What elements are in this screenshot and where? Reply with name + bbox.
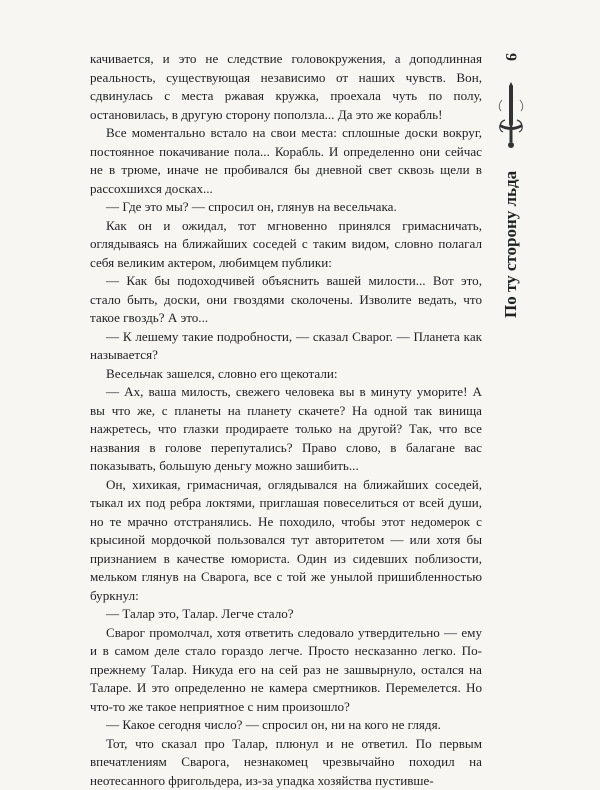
- paragraph: Он, хихикая, гримасничая, оглядывался на ближайших соседей, тыкал их под ребра локтями, приглашая повеселиться от всей души, но те мрачно отстранялись. Не походило, чтобы этот недомерок с крысиной мордочкой пользовался тут авторитетом — или хотя бы признанием в качестве юмориста. Один из сидевших поблизости, мельком глянув на Сварога, все с той же унылой пришибленностью буркнул:: [90, 476, 482, 606]
- paragraph: Как он и ожидал, тот мгновенно принялся гримасничать, оглядываясь на ближайших соседей с таким видом, словно полагал себя великим актером, любимцем публики:: [90, 217, 482, 273]
- paragraph: качивается, и это не следствие головокружения, а доподлинная реальность, существующая независимо от наших чувств. Вон, сдвинулась с места ржавая кружка, проехала чуть по полу, остановилась, в другую сторону поползла... Да это же корабль!: [90, 50, 482, 124]
- paragraph: — Как бы подоходчивей объяснить вашей милости... Вот это, стало быть, доски, они гвоздями сколочены. Изволите ведать, что такое гвоздь? А это...: [90, 272, 482, 328]
- paragraph: — Какое сегодня число? — спросил он, ни на кого не глядя.: [90, 716, 482, 735]
- paragraph: Тот, что сказал про Талар, плюнул и не ответил. По первым впечатлениям Сварога, незнакомец чрезвычайно походил на неотесанного фригольдера, из-за упадка хозяйства пустивше-: [90, 735, 482, 790]
- paragraph: Весельчак зашелся, словно его щекотали:: [90, 365, 482, 384]
- paragraph: — Где это мы? — спросил он, глянув на весельчака.: [90, 198, 482, 217]
- paragraph: Все моментально встало на свои места: сплошные доски вокруг, постоянное покачивание пола... Корабль. И определенно они сейчас не в трюме, иначе не пробивался бы дневной свет сквозь щели в рассохшихся досках...: [90, 124, 482, 198]
- paragraph: Сварог промолчал, хотя ответить следовало утвердительно — ему и в самом деле стало гораздо легче. Просто несказанно легко. По-прежнему Талар. Никуда его на сей раз не зашвырнуло, остался на Таларе. И это определенно не камера смертников. Перемелется. Но что-то же такое неприятное с ним произошло?: [90, 624, 482, 717]
- paragraph: — К лешему такие подробности, — сказал Сварог. — Планета как называется?: [90, 328, 482, 365]
- paragraph: — Ах, ваша милость, свежего человека вы в минуту уморите! А вы что же, с планеты на планету скачете? На одной так винища нажретесь, что глазки продираете только на другой? Так, что все названия в голове перепутались? Право слово, в балагане вас показывать, большую деньгу можно зашибить...: [90, 383, 482, 476]
- paragraph: — Талар это, Талар. Легче стало?: [90, 605, 482, 624]
- sword-ornament-icon: [494, 80, 528, 152]
- page-number: 9: [497, 45, 523, 69]
- running-title: По ту сторону льда: [500, 171, 522, 318]
- page-body-text: [90, 50, 482, 790]
